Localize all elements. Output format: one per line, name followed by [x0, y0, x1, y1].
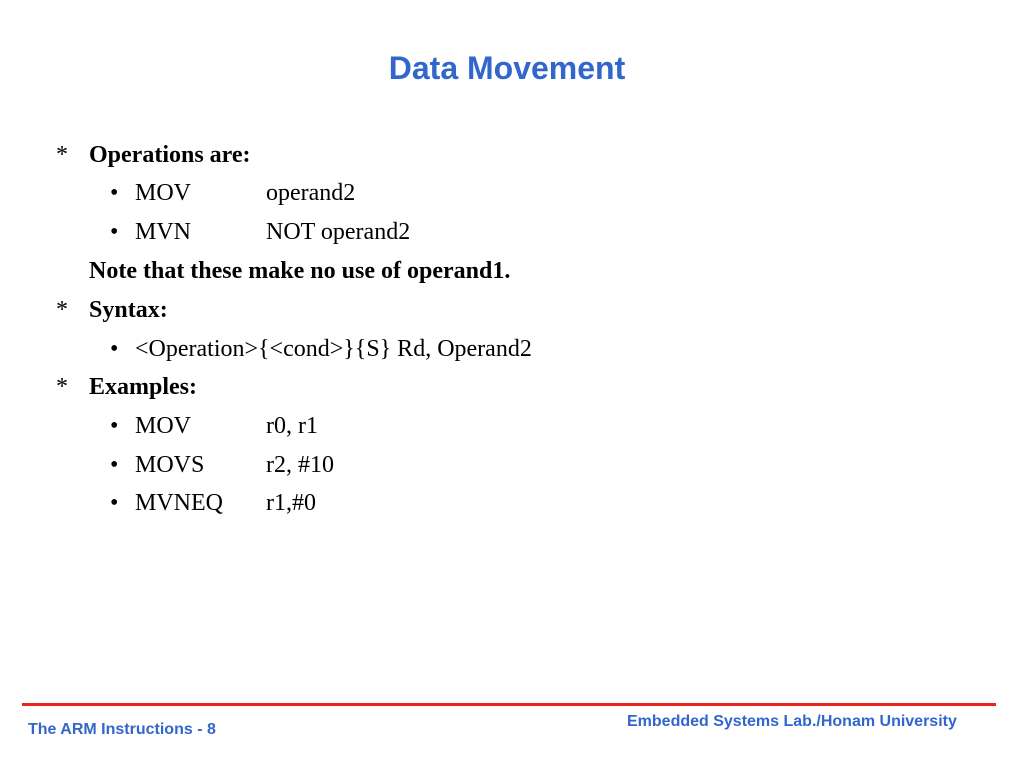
sub-bullet-marker: •	[110, 452, 119, 478]
example-operand: r2, #10	[266, 452, 334, 478]
slide-title: Data Movement	[388, 50, 626, 86]
example-mnemonic: MVNEQ	[135, 490, 223, 516]
operation-operand: NOT operand2	[266, 219, 411, 245]
syntax-line: <Operation>{<cond>}{S} Rd, Operand2	[135, 336, 532, 362]
sub-bullet-marker: •	[110, 180, 119, 206]
operations-note: Note that these make no use of operand1.	[89, 258, 511, 284]
syntax-heading: Syntax:	[89, 297, 168, 323]
sub-bullet-marker: •	[110, 336, 119, 362]
footer-divider	[22, 703, 996, 706]
footer-page-label: The ARM Instructions - 8	[28, 721, 216, 738]
sub-bullet-marker: •	[110, 413, 119, 439]
sub-bullet-marker: •	[110, 490, 119, 516]
bullet-marker: *	[56, 142, 68, 168]
operation-mnemonic: MOV	[135, 180, 192, 206]
operation-operand: operand2	[266, 180, 356, 206]
footer-organization: Embedded Systems Lab./Honam University	[627, 713, 957, 730]
example-operand: r1,#0	[266, 490, 316, 516]
example-mnemonic: MOV	[135, 413, 192, 439]
example-operand: r0, r1	[266, 413, 318, 439]
bullet-marker: *	[56, 374, 68, 400]
examples-heading: Examples:	[89, 374, 197, 400]
bullet-marker: *	[56, 297, 68, 323]
operations-heading: Operations are:	[89, 142, 251, 168]
sub-bullet-marker: •	[110, 219, 119, 245]
operation-mnemonic: MVN	[135, 219, 192, 245]
example-mnemonic: MOVS	[135, 452, 205, 478]
